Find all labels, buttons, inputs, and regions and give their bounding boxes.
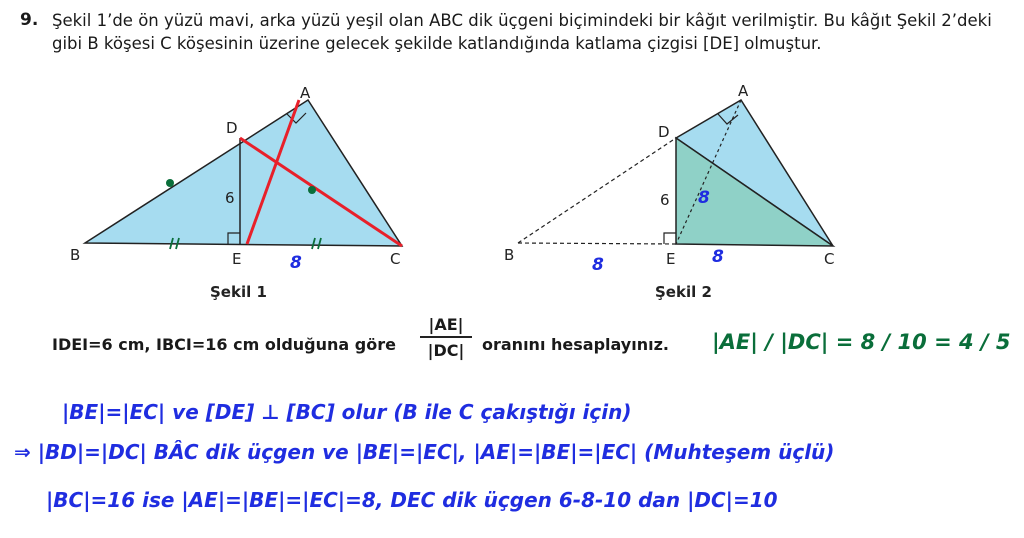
caption-fig1: Şekil 1	[210, 283, 267, 301]
label-a-fig1: A	[300, 84, 311, 102]
given-text: IDEI=6 cm, IBCI=16 cm olduğuna göre	[52, 335, 396, 354]
fraction-numerator: |AE|	[420, 315, 472, 338]
hand-label-ec-fig2: 8	[712, 247, 724, 267]
hand-label-be-fig2: 8	[592, 255, 604, 275]
handwritten-line-3: |BC|=16 ise |AE|=|BE|=|EC|=8, DEC dik üçgen 6-8-10 dan |DC|=10	[46, 488, 778, 512]
question-number: 9.	[20, 10, 39, 30]
question-text: Şekil 1’de ön yüzü mavi, arka yüzü yeşil olan ABC dik üçgeni biçimindeki bir kâğıt verilmiştir. Bu kâğıt Şekil 2’deki gibi B köşesi C köşesinin üzerine gelecek şekilde katlandığında katlama çizgisi [DE] olmuştur.	[52, 11, 992, 53]
label-de-length-fig2: 6	[660, 191, 670, 209]
label-b-fig1: B	[70, 246, 81, 264]
triangle-abc-fig1	[85, 100, 402, 246]
label-c-fig2: C	[824, 250, 835, 268]
caption-fig2: Şekil 2	[655, 283, 712, 301]
label-e-fig2: E	[666, 250, 676, 268]
fraction-denominator: |DC|	[427, 341, 465, 360]
mark-dot-dc	[308, 186, 316, 194]
hand-label-ec-fig1: 8	[290, 253, 302, 273]
mark-dot-bd	[166, 179, 174, 187]
handwritten-line-1: |BE|=|EC| ve [DE] ⊥ [BC] olur (B ile C çakıştığı için)	[62, 400, 632, 424]
handwritten-line-2: ⇒ |BD|=|DC| BÂC dik üçgen ve |BE|=|EC|, |AE|=|BE|=|EC| (Muhteşem üçlü)	[14, 440, 835, 464]
right-angle-mark-e2	[664, 233, 676, 244]
dashed-be	[518, 243, 676, 244]
handwritten-answer: |AE| / |DC| = 8 / 10 = 4 / 5	[712, 330, 1011, 354]
ask-text: oranını hesaplayınız.	[482, 335, 669, 354]
label-de-length-fig1: 6	[225, 189, 235, 207]
label-d-fig2: D	[658, 123, 670, 141]
hand-label-ae-fig2: 8	[698, 188, 710, 208]
label-e-fig1: E	[232, 250, 242, 268]
label-c-fig1: C	[390, 250, 401, 268]
label-b-fig2: B	[504, 246, 515, 264]
figure-1	[70, 84, 402, 301]
label-d-fig1: D	[226, 119, 238, 137]
figure-2	[504, 82, 834, 301]
ratio-fraction	[420, 315, 472, 360]
label-a-fig2: A	[738, 82, 749, 100]
dashed-bd	[518, 138, 676, 243]
